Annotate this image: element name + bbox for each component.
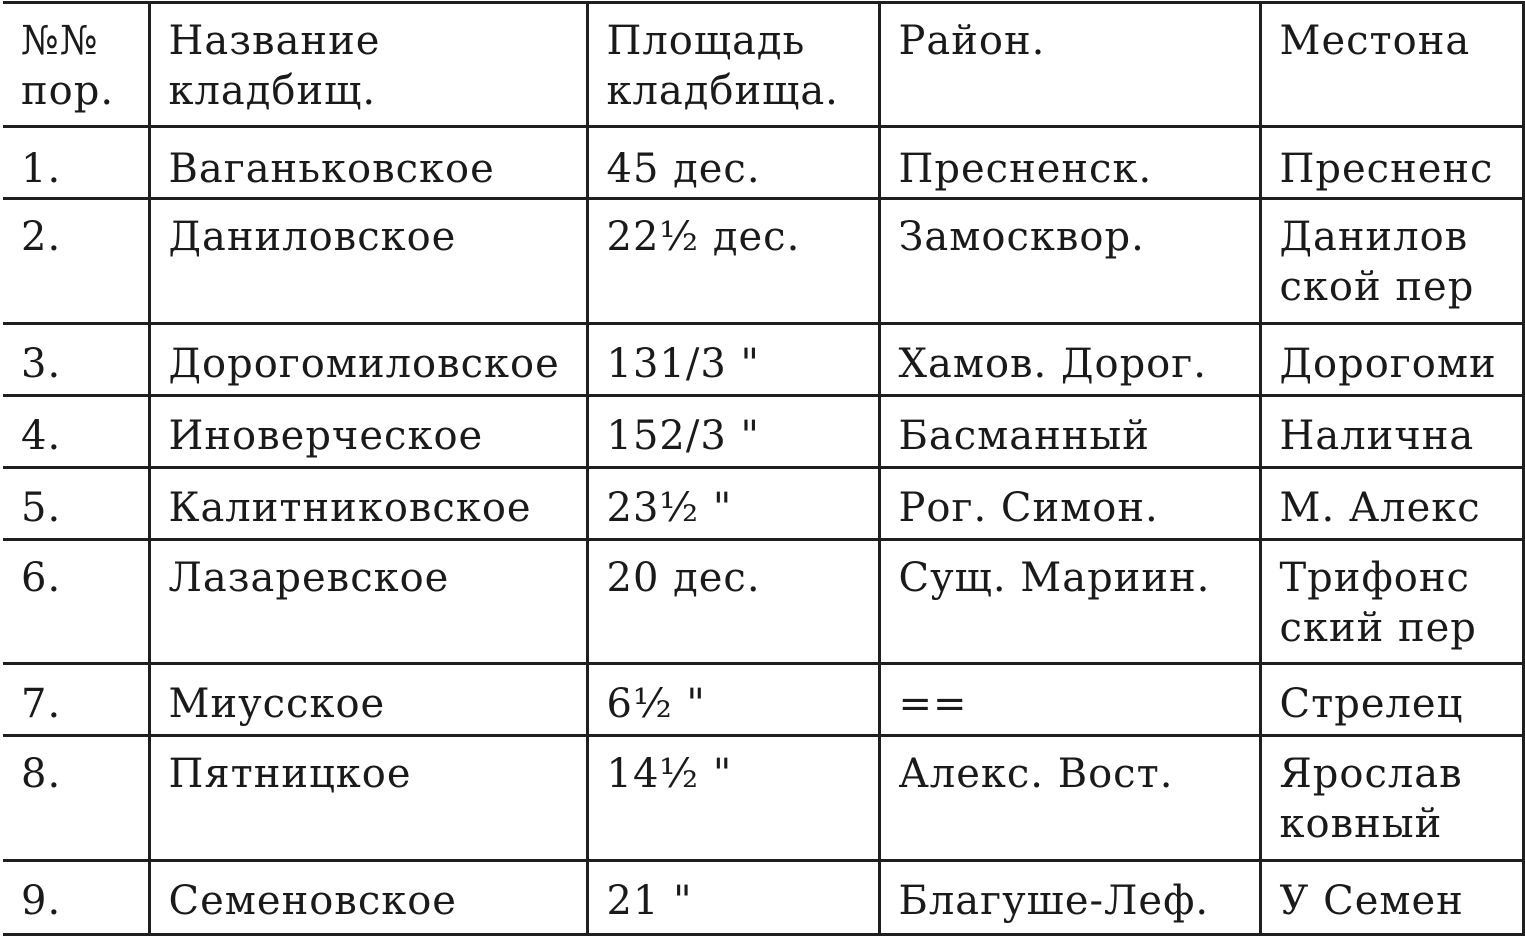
- cell-district: ==: [879, 664, 1260, 736]
- cell-location: Налична: [1260, 396, 1523, 468]
- cell-location: Дорогоми: [1260, 324, 1523, 396]
- cell-district: Хамов. Дорог.: [879, 324, 1260, 396]
- cell-name: Дорогомиловское: [149, 324, 587, 396]
- cell-location: Ярослав ковный: [1260, 736, 1523, 861]
- cell-number: 3.: [3, 324, 149, 396]
- cell-number: 1.: [3, 127, 149, 199]
- cell-name: Ваганьковское: [149, 127, 587, 199]
- table-row: [3, 664, 1523, 736]
- cell-district: Благуше-Леф.: [879, 861, 1260, 935]
- cell-name: Семеновское: [149, 861, 587, 935]
- cell-area: 23½ ": [587, 468, 879, 540]
- table-row: [3, 396, 1523, 468]
- header-location: Местона: [1260, 3, 1523, 127]
- cell-number: 9.: [3, 861, 149, 935]
- cemetery-table: [3, 1, 1525, 936]
- table-row: [3, 199, 1523, 324]
- cell-location: М. Алекс: [1260, 468, 1523, 540]
- cell-area: 6½ ": [587, 664, 879, 736]
- cell-name: Лазаревское: [149, 540, 587, 664]
- table-row: [3, 540, 1523, 664]
- table-header-row: [3, 3, 1523, 127]
- cell-name: Даниловское: [149, 199, 587, 324]
- cell-area: 20 дес.: [587, 540, 879, 664]
- cell-area: 21 ": [587, 861, 879, 935]
- cell-location: У Семен: [1260, 861, 1523, 935]
- cell-district: Замосквор.: [879, 199, 1260, 324]
- cell-location: Стрелец: [1260, 664, 1523, 736]
- cell-district: Рог. Симон.: [879, 468, 1260, 540]
- table-row: [3, 861, 1523, 935]
- cell-number: 6.: [3, 540, 149, 664]
- header-name: Название кладбищ.: [149, 3, 587, 127]
- header-district: Район.: [879, 3, 1260, 127]
- table-row: [3, 468, 1523, 540]
- cell-number: 4.: [3, 396, 149, 468]
- cell-area: 131/3 ": [587, 324, 879, 396]
- cell-district: Сущ. Мариин.: [879, 540, 1260, 664]
- header-area: Площадь кладбища.: [587, 3, 879, 127]
- table-row: [3, 127, 1523, 199]
- cell-area: 45 дес.: [587, 127, 879, 199]
- cell-name: Калитниковское: [149, 468, 587, 540]
- cell-number: 2.: [3, 199, 149, 324]
- cell-location: Трифонс ский пер: [1260, 540, 1523, 664]
- cell-district: Алекс. Вост.: [879, 736, 1260, 861]
- cell-district: Басманный: [879, 396, 1260, 468]
- cell-name: Иноверческое: [149, 396, 587, 468]
- table-row: [3, 736, 1523, 861]
- table-row: [3, 324, 1523, 396]
- cell-name: Пятницкое: [149, 736, 587, 861]
- cell-number: 5.: [3, 468, 149, 540]
- cell-district: Пресненск.: [879, 127, 1260, 199]
- cell-number: 7.: [3, 664, 149, 736]
- cell-area: 22½ дес.: [587, 199, 879, 324]
- cell-area: 14½ ": [587, 736, 879, 861]
- cell-location: Данилов ской пер: [1260, 199, 1523, 324]
- header-number: №№ пор.: [3, 3, 149, 127]
- cell-location: Пресненс: [1260, 127, 1523, 199]
- cell-number: 8.: [3, 736, 149, 861]
- cell-name: Миусское: [149, 664, 587, 736]
- cell-area: 152/3 ": [587, 396, 879, 468]
